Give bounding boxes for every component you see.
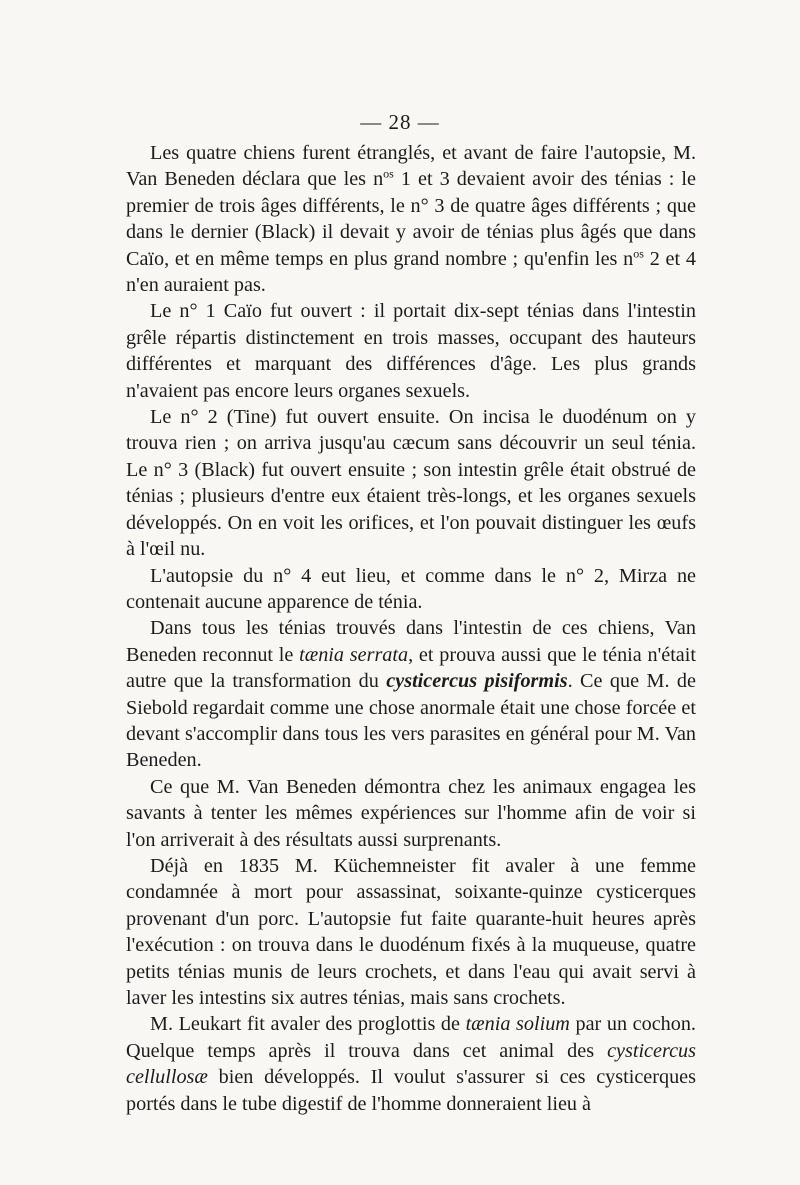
paragraph <box>126 853 696 1011</box>
italic-term: tænia serrata <box>299 643 409 666</box>
superscript: os <box>383 166 394 181</box>
text-run: 1 et 3 devaient avoir des ténias : le premier de trois âges différents, le n° 3 de quatre âges différents ; que dans le dernier (Black) il devait y avoir de ténias plus âgés que dans Caïo, et en même temps en plus grand nombre ; qu'enfin les n <box>126 168 697 270</box>
paragraph <box>126 404 696 562</box>
paragraph <box>126 563 696 616</box>
superscript: os <box>633 245 644 260</box>
page-number: — 28 — <box>360 110 440 134</box>
text-run: . Ce que M. de Siebold regardait comme une chose anormale était une chose forcée et devant s'accomplir dans tous les vers parasites en général pour M. Van Beneden. <box>126 670 696 772</box>
text-run: Ce que M. Van Beneden démontra chez les animaux engagea les savants à tenter les mêmes expériences sur l'homme afin de voir si l'on arriverait à des résultats aussi surprenants. <box>126 775 696 851</box>
text-run: 2 et 4 n'en auraient pas. <box>126 247 696 297</box>
text-run: M. Leukart fit avaler des proglottis de <box>150 1013 466 1036</box>
text-run: Le n° 2 (Tine) fut ouvert ensuite. On incisa le duodénum on y trouva rien ; on arriva jusqu'au cæcum sans découvrir un seul ténia. Le n° 3 (Black) fut ouvert ensuite ; son intestin grêle était obstrué de ténias ; plusieurs d'entre eux étaient très-longs, et les organes sexuels développés. On en voit les orifices, et l'on pouvait distinguer les œufs à l'œil nu. <box>126 406 696 561</box>
text-run: par un cochon. Quelque temps après il trouva dans cet animal des <box>126 1013 696 1062</box>
paragraph <box>126 298 696 404</box>
text-run: L'autopsie du n° 4 eut lieu, et comme dans le n° 2, Mirza ne contenait aucune apparence de ténia. <box>126 564 696 613</box>
paragraph <box>126 774 696 853</box>
text-run: Dans tous les ténias trouvés dans l'intestin de ces chiens, Van Beneden reconnut le <box>126 617 696 666</box>
paragraph <box>126 140 696 298</box>
italic-term: cysticercus cellullosæ <box>126 1039 696 1089</box>
text-run: bien développés. Il voulut s'assurer si ces cysticerques portés dans le tube digestif de l'homme donneraient lieu à <box>126 1066 696 1115</box>
italic-term: tænia solium <box>465 1013 570 1036</box>
body-text <box>126 140 696 1117</box>
text-run: Le n° 1 Caïo fut ouvert : il portait dix-sept ténias dans l'intestin grêle répartis distinctement en trois masses, occupant des hauteurs différentes et marquant des différences d'âge. Les plus grands n'avaient pas encore leurs organes sexuels. <box>126 300 696 402</box>
paragraph <box>126 1011 696 1117</box>
paragraph <box>126 615 696 773</box>
text-run: , et prouva aussi que le ténia n'était autre que la transformation du <box>126 643 696 693</box>
text-run: Déjà en 1835 M. Küchemneister fit avaler à une femme condamnée à mort pour assassinat, soixante-quinze cysticerques provenant d'un porc. L'autopsie fut faite quarante-huit heures après l'exécution : on trouva dans le duodénum fixés à la muqueuse, quatre petits ténias munis de leurs crochets, et dans l'eau qui avait servi à laver les intestins six autres ténias, mais sans crochets. <box>126 854 696 1009</box>
text-run: Les quatre chiens furent étranglés, et avant de faire l'autopsie, M. Van Beneden déclara que les n <box>126 142 696 191</box>
bold-italic-term: cysticercus pisiformis <box>386 670 568 693</box>
